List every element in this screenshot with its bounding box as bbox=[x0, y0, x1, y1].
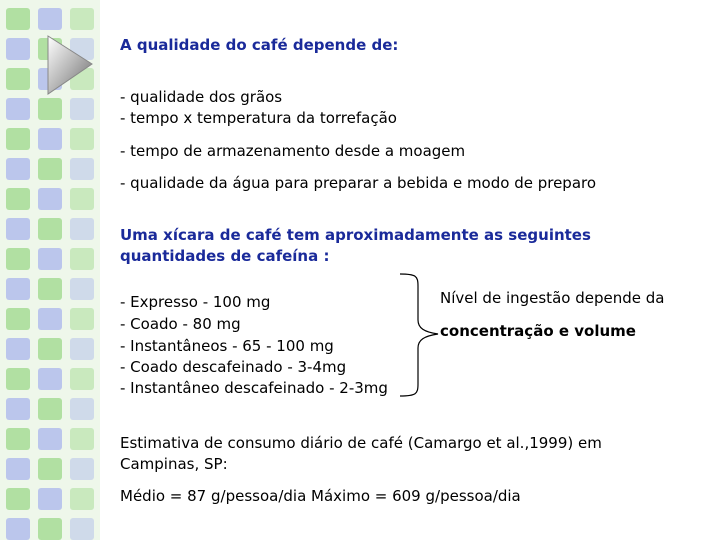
sidebar-tile bbox=[38, 248, 62, 270]
sidebar-tile bbox=[38, 338, 62, 360]
caffeine-item: - Coado descafeinado - 3-4mg bbox=[120, 358, 347, 376]
sidebar-tile bbox=[70, 98, 94, 120]
sidebar-tile bbox=[70, 398, 94, 420]
section-heading-line2: quantidades de cafeína : bbox=[120, 247, 330, 265]
sidebar-tile bbox=[6, 38, 30, 60]
sidebar-tile bbox=[70, 338, 94, 360]
sidebar-tile bbox=[6, 488, 30, 510]
sidebar-tile bbox=[6, 308, 30, 330]
sidebar-tile bbox=[6, 128, 30, 150]
sidebar-tile bbox=[70, 428, 94, 450]
sidebar-tile bbox=[38, 398, 62, 420]
sidebar-tile bbox=[6, 218, 30, 240]
sidebar-tile bbox=[70, 158, 94, 180]
ingestion-note: Nível de ingestão depende da bbox=[440, 289, 665, 307]
sidebar-tile bbox=[70, 308, 94, 330]
sidebar-tile bbox=[70, 188, 94, 210]
factor-item: - tempo x temperatura da torrefação bbox=[120, 109, 397, 127]
sidebar-tile bbox=[6, 98, 30, 120]
sidebar-tile bbox=[38, 158, 62, 180]
sidebar-tile bbox=[6, 458, 30, 480]
sidebar-tile bbox=[38, 458, 62, 480]
sidebar-tile bbox=[6, 398, 30, 420]
sidebar-tile bbox=[38, 98, 62, 120]
estimate-text-line2: Campinas, SP: bbox=[120, 455, 228, 473]
sidebar-tile bbox=[38, 368, 62, 390]
sidebar-tile bbox=[70, 128, 94, 150]
curly-brace bbox=[396, 270, 444, 400]
sidebar-tile bbox=[6, 158, 30, 180]
sidebar-tile bbox=[38, 278, 62, 300]
sidebar-tile bbox=[70, 458, 94, 480]
sidebar-tile bbox=[70, 248, 94, 270]
sidebar-tile bbox=[6, 518, 30, 540]
sidebar-tile bbox=[38, 188, 62, 210]
caffeine-item: - Instantâneos - 65 - 100 mg bbox=[120, 337, 334, 355]
caffeine-item: - Coado - 80 mg bbox=[120, 315, 241, 333]
sidebar-tile bbox=[70, 218, 94, 240]
sidebar-tile bbox=[38, 218, 62, 240]
sidebar-tile bbox=[70, 368, 94, 390]
caffeine-item: - Expresso - 100 mg bbox=[120, 293, 271, 311]
sidebar-tile bbox=[6, 338, 30, 360]
sidebar-tile bbox=[38, 8, 62, 30]
page-title: A qualidade do café depende de: bbox=[120, 36, 399, 54]
sidebar-tile bbox=[38, 308, 62, 330]
sidebar-tile bbox=[70, 488, 94, 510]
section-heading-line1: Uma xícara de café tem aproximadamente as seguintes bbox=[120, 226, 591, 244]
factor-item: - qualidade da água para preparar a bebida e modo de preparo bbox=[120, 174, 597, 192]
sidebar-tile bbox=[6, 368, 30, 390]
factor-item: - qualidade dos grãos bbox=[120, 88, 283, 106]
consumption-values: Médio = 87 g/pessoa/dia Máximo = 609 g/pessoa/dia bbox=[120, 487, 521, 505]
sidebar-tile bbox=[38, 488, 62, 510]
sidebar-tile bbox=[6, 8, 30, 30]
ingestion-note-bold: concentração e volume bbox=[440, 322, 636, 340]
play-arrow-icon bbox=[46, 34, 94, 96]
sidebar-tile bbox=[6, 188, 30, 210]
sidebar-tile bbox=[38, 128, 62, 150]
sidebar-tile bbox=[6, 278, 30, 300]
sidebar-tile bbox=[6, 428, 30, 450]
sidebar-tile bbox=[70, 8, 94, 30]
caffeine-item: - Instantâneo descafeinado - 2-3mg bbox=[120, 379, 388, 397]
sidebar-tile bbox=[38, 518, 62, 540]
sidebar-tile bbox=[38, 428, 62, 450]
sidebar-tile bbox=[70, 518, 94, 540]
factor-item: - tempo de armazenamento desde a moagem bbox=[120, 142, 466, 160]
estimate-text-line1: Estimativa de consumo diário de café (Camargo et al.,1999) em bbox=[120, 434, 602, 452]
sidebar-tile bbox=[70, 278, 94, 300]
sidebar-tile bbox=[6, 68, 30, 90]
sidebar-tile bbox=[6, 248, 30, 270]
